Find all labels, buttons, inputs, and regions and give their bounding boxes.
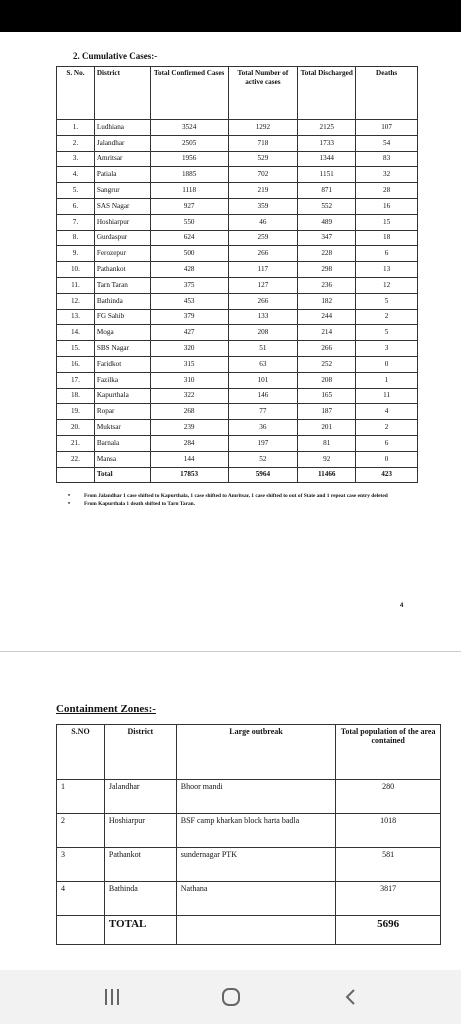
cell-sno: 1 [57, 780, 105, 814]
header-district: District [94, 67, 150, 120]
cell-deaths: 16 [356, 198, 418, 214]
table-row [57, 372, 418, 388]
cell-district: Pathankot [104, 848, 176, 882]
cell-deaths: 11 [356, 388, 418, 404]
total-row [57, 467, 418, 483]
cell-sno: 4. [57, 167, 95, 183]
cell-active: 197 [228, 435, 298, 451]
cell-deaths: 15 [356, 214, 418, 230]
cell-district: Pathankot [94, 262, 150, 278]
cell-sno: 9. [57, 246, 95, 262]
cell-deaths: 12 [356, 277, 418, 293]
cell-population: 3817 [336, 882, 441, 916]
table-row [57, 325, 418, 341]
cell-district: Hoshiarpur [104, 814, 176, 848]
cell-active: 219 [228, 183, 298, 199]
cell-confirmed: 3524 [150, 120, 228, 136]
cell-confirmed: 322 [150, 388, 228, 404]
cell-discharged: 244 [298, 309, 356, 325]
cell-deaths: 54 [356, 135, 418, 151]
cell-active: 1292 [228, 120, 298, 136]
cell-confirmed: 624 [150, 230, 228, 246]
cell-active: 146 [228, 388, 298, 404]
cell-active: 266 [228, 246, 298, 262]
header-confirmed: Total Confirmed Cases [150, 67, 228, 120]
cell-deaths: 83 [356, 151, 418, 167]
page-number: 4 [400, 603, 404, 609]
cell-discharged: 552 [298, 198, 356, 214]
cell-district: FG Sahib [94, 309, 150, 325]
table-row [57, 198, 418, 214]
cell-active: 259 [228, 230, 298, 246]
header-district: District [104, 725, 176, 780]
cell-confirmed: 427 [150, 325, 228, 341]
cell-sno: 15. [57, 341, 95, 357]
table-row [57, 388, 418, 404]
cell-sno: 19. [57, 404, 95, 420]
table-row [57, 230, 418, 246]
total-deaths: 423 [356, 467, 418, 483]
cell-sno: 4 [57, 882, 105, 916]
cell-deaths: 1 [356, 372, 418, 388]
cell-district: Hoshiarpur [94, 214, 150, 230]
cell-discharged: 201 [298, 420, 356, 436]
cell-confirmed: 927 [150, 198, 228, 214]
cell-outbreak: BSF camp kharkan block harta badla [176, 814, 335, 848]
cell-confirmed: 144 [150, 451, 228, 467]
cell-active: 718 [228, 135, 298, 151]
cell-sno: 12. [57, 293, 95, 309]
cell-district: Ferozepur [94, 246, 150, 262]
cell-active: 529 [228, 151, 298, 167]
cell-active: 36 [228, 420, 298, 436]
cell-discharged: 228 [298, 246, 356, 262]
cell-sno: 14. [57, 325, 95, 341]
page-divider [0, 651, 461, 652]
table-row [57, 293, 418, 309]
total-district: TOTAL [104, 916, 176, 945]
cell-district: Faridkot [94, 356, 150, 372]
cell-sno: 5. [57, 183, 95, 199]
table-row [57, 356, 418, 372]
cell-deaths: 107 [356, 120, 418, 136]
cell-deaths: 2 [356, 420, 418, 436]
cumulative-cases-table [56, 66, 418, 483]
table-header-row [57, 725, 441, 780]
containment-zones-table [56, 724, 441, 945]
back-icon [341, 987, 361, 1007]
recents-button[interactable] [92, 980, 132, 1014]
header-active: Total Number of active cases [228, 67, 298, 120]
total-sno [57, 916, 105, 945]
cell-active: 208 [228, 325, 298, 341]
table-row [57, 214, 418, 230]
cell-district: Tarn Taran [94, 277, 150, 293]
cell-district: Sangrur [94, 183, 150, 199]
cell-confirmed: 375 [150, 277, 228, 293]
cell-discharged: 1151 [298, 167, 356, 183]
cell-active: 52 [228, 451, 298, 467]
cell-discharged: 236 [298, 277, 356, 293]
header-deaths: Deaths [356, 67, 418, 120]
header-sno: S.NO [57, 725, 105, 780]
cell-discharged: 489 [298, 214, 356, 230]
table-row [57, 262, 418, 278]
cell-outbreak: sundernagar PTK [176, 848, 335, 882]
cell-confirmed: 239 [150, 420, 228, 436]
cell-confirmed: 2505 [150, 135, 228, 151]
home-button[interactable] [211, 980, 251, 1014]
cell-district: SAS Nagar [94, 198, 150, 214]
cell-discharged: 182 [298, 293, 356, 309]
total-row [57, 916, 441, 945]
cell-district: Jalandhar [94, 135, 150, 151]
cell-deaths: 5 [356, 325, 418, 341]
table-row [57, 435, 418, 451]
cell-deaths: 28 [356, 183, 418, 199]
header-population: Total population of the area contained [336, 725, 441, 780]
cell-district: Jalandhar [104, 780, 176, 814]
cell-discharged: 298 [298, 262, 356, 278]
table-row [57, 451, 418, 467]
cell-active: 117 [228, 262, 298, 278]
cell-sno: 11. [57, 277, 95, 293]
cell-discharged: 2125 [298, 120, 356, 136]
cell-active: 101 [228, 372, 298, 388]
table-row [57, 167, 418, 183]
cell-population: 581 [336, 848, 441, 882]
cell-discharged: 81 [298, 435, 356, 451]
notes-list [68, 492, 418, 508]
cell-district: Amritsar [94, 151, 150, 167]
cell-sno: 13. [57, 309, 95, 325]
table-row [57, 246, 418, 262]
note-item: • From Kapurthala 1 death shifted to Tarn Taran. [68, 500, 418, 508]
cell-discharged: 187 [298, 404, 356, 420]
cell-discharged: 347 [298, 230, 356, 246]
cell-confirmed: 1956 [150, 151, 228, 167]
cell-deaths: 0 [356, 451, 418, 467]
cell-district: Ropar [94, 404, 150, 420]
status-bar [0, 0, 461, 32]
total-discharged: 11466 [298, 467, 356, 483]
cell-sno: 6. [57, 198, 95, 214]
header-sno: S. No. [57, 67, 95, 120]
cell-sno: 8. [57, 230, 95, 246]
cell-population: 1018 [336, 814, 441, 848]
cell-sno: 3 [57, 848, 105, 882]
cell-confirmed: 315 [150, 356, 228, 372]
cell-outbreak: Bhoor mandi [176, 780, 335, 814]
navigation-bar [0, 970, 461, 1024]
cell-population: 280 [336, 780, 441, 814]
cell-discharged: 214 [298, 325, 356, 341]
cell-sno: 20. [57, 420, 95, 436]
cell-district: Muktsar [94, 420, 150, 436]
table-row [57, 309, 418, 325]
cell-confirmed: 284 [150, 435, 228, 451]
cell-discharged: 871 [298, 183, 356, 199]
cell-discharged: 1733 [298, 135, 356, 151]
table-row [57, 404, 418, 420]
table-row [57, 814, 441, 848]
cell-confirmed: 1118 [150, 183, 228, 199]
cell-sno: 17. [57, 372, 95, 388]
total-confirmed: 17853 [150, 467, 228, 483]
cell-deaths: 4 [356, 404, 418, 420]
cell-confirmed: 1885 [150, 167, 228, 183]
cell-deaths: 2 [356, 309, 418, 325]
cell-discharged: 1344 [298, 151, 356, 167]
cell-deaths: 32 [356, 167, 418, 183]
total-active: 5964 [228, 467, 298, 483]
cell-deaths: 6 [356, 246, 418, 262]
total-district: Total [94, 467, 150, 483]
cell-deaths: 3 [356, 341, 418, 357]
cell-sno: 7. [57, 214, 95, 230]
containment-zones-title: Containment Zones:- [56, 703, 156, 715]
cell-active: 46 [228, 214, 298, 230]
cell-deaths: 5 [356, 293, 418, 309]
cell-active: 266 [228, 293, 298, 309]
cell-active: 702 [228, 167, 298, 183]
cell-sno: 16. [57, 356, 95, 372]
cell-sno: 22. [57, 451, 95, 467]
header-discharged: Total Discharged [298, 67, 356, 120]
cell-sno: 21. [57, 435, 95, 451]
cell-active: 63 [228, 356, 298, 372]
cell-active: 77 [228, 404, 298, 420]
cell-district: Mansa [94, 451, 150, 467]
cell-confirmed: 268 [150, 404, 228, 420]
note-item: • From Jalandhar 1 case shifted to Kapurthala, 1 case shifted to Amritsar, 1 case shifted to out of State and 1 repeat case entry deleted [68, 492, 418, 500]
back-button[interactable] [331, 980, 371, 1014]
cell-confirmed: 453 [150, 293, 228, 309]
cell-district: Bathinda [104, 882, 176, 916]
cell-active: 51 [228, 341, 298, 357]
table-row [57, 882, 441, 916]
table-row [57, 277, 418, 293]
cell-confirmed: 428 [150, 262, 228, 278]
cell-sno: 18. [57, 388, 95, 404]
cell-outbreak: Nathana [176, 882, 335, 916]
table-row [57, 780, 441, 814]
table-row [57, 183, 418, 199]
cell-district: Fazilka [94, 372, 150, 388]
cell-confirmed: 320 [150, 341, 228, 357]
cell-deaths: 0 [356, 356, 418, 372]
cell-district: Bathinda [94, 293, 150, 309]
cell-district: Barnala [94, 435, 150, 451]
cell-deaths: 18 [356, 230, 418, 246]
table-row [57, 848, 441, 882]
table-header-row [57, 67, 418, 120]
header-large-outbreak: Large outbreak [176, 725, 335, 780]
cell-active: 127 [228, 277, 298, 293]
cell-discharged: 165 [298, 388, 356, 404]
cell-sno: 3. [57, 151, 95, 167]
total-outbreak [176, 916, 335, 945]
cell-sno: 1. [57, 120, 95, 136]
cell-district: Patiala [94, 167, 150, 183]
cell-district: Gurdaspur [94, 230, 150, 246]
cell-district: SBS Nagar [94, 341, 150, 357]
cell-sno: 10. [57, 262, 95, 278]
table-row [57, 151, 418, 167]
recents-icon [102, 987, 122, 1007]
cell-confirmed: 379 [150, 309, 228, 325]
table-row [57, 341, 418, 357]
cell-deaths: 13 [356, 262, 418, 278]
cell-confirmed: 550 [150, 214, 228, 230]
table-row [57, 420, 418, 436]
cell-discharged: 92 [298, 451, 356, 467]
cell-deaths: 6 [356, 435, 418, 451]
cell-discharged: 208 [298, 372, 356, 388]
cell-discharged: 252 [298, 356, 356, 372]
total-sno [57, 467, 95, 483]
cell-confirmed: 500 [150, 246, 228, 262]
cell-district: Moga [94, 325, 150, 341]
table-row [57, 120, 418, 136]
cell-active: 133 [228, 309, 298, 325]
total-population: 5696 [336, 916, 441, 945]
cell-discharged: 266 [298, 341, 356, 357]
home-icon [220, 986, 242, 1008]
cell-district: Kapurthala [94, 388, 150, 404]
cumulative-cases-title: 2. Cumulative Cases:- [73, 51, 158, 61]
cell-sno: 2. [57, 135, 95, 151]
cell-active: 359 [228, 198, 298, 214]
table-row [57, 135, 418, 151]
cell-sno: 2 [57, 814, 105, 848]
cell-confirmed: 310 [150, 372, 228, 388]
cell-district: Ludhiana [94, 120, 150, 136]
